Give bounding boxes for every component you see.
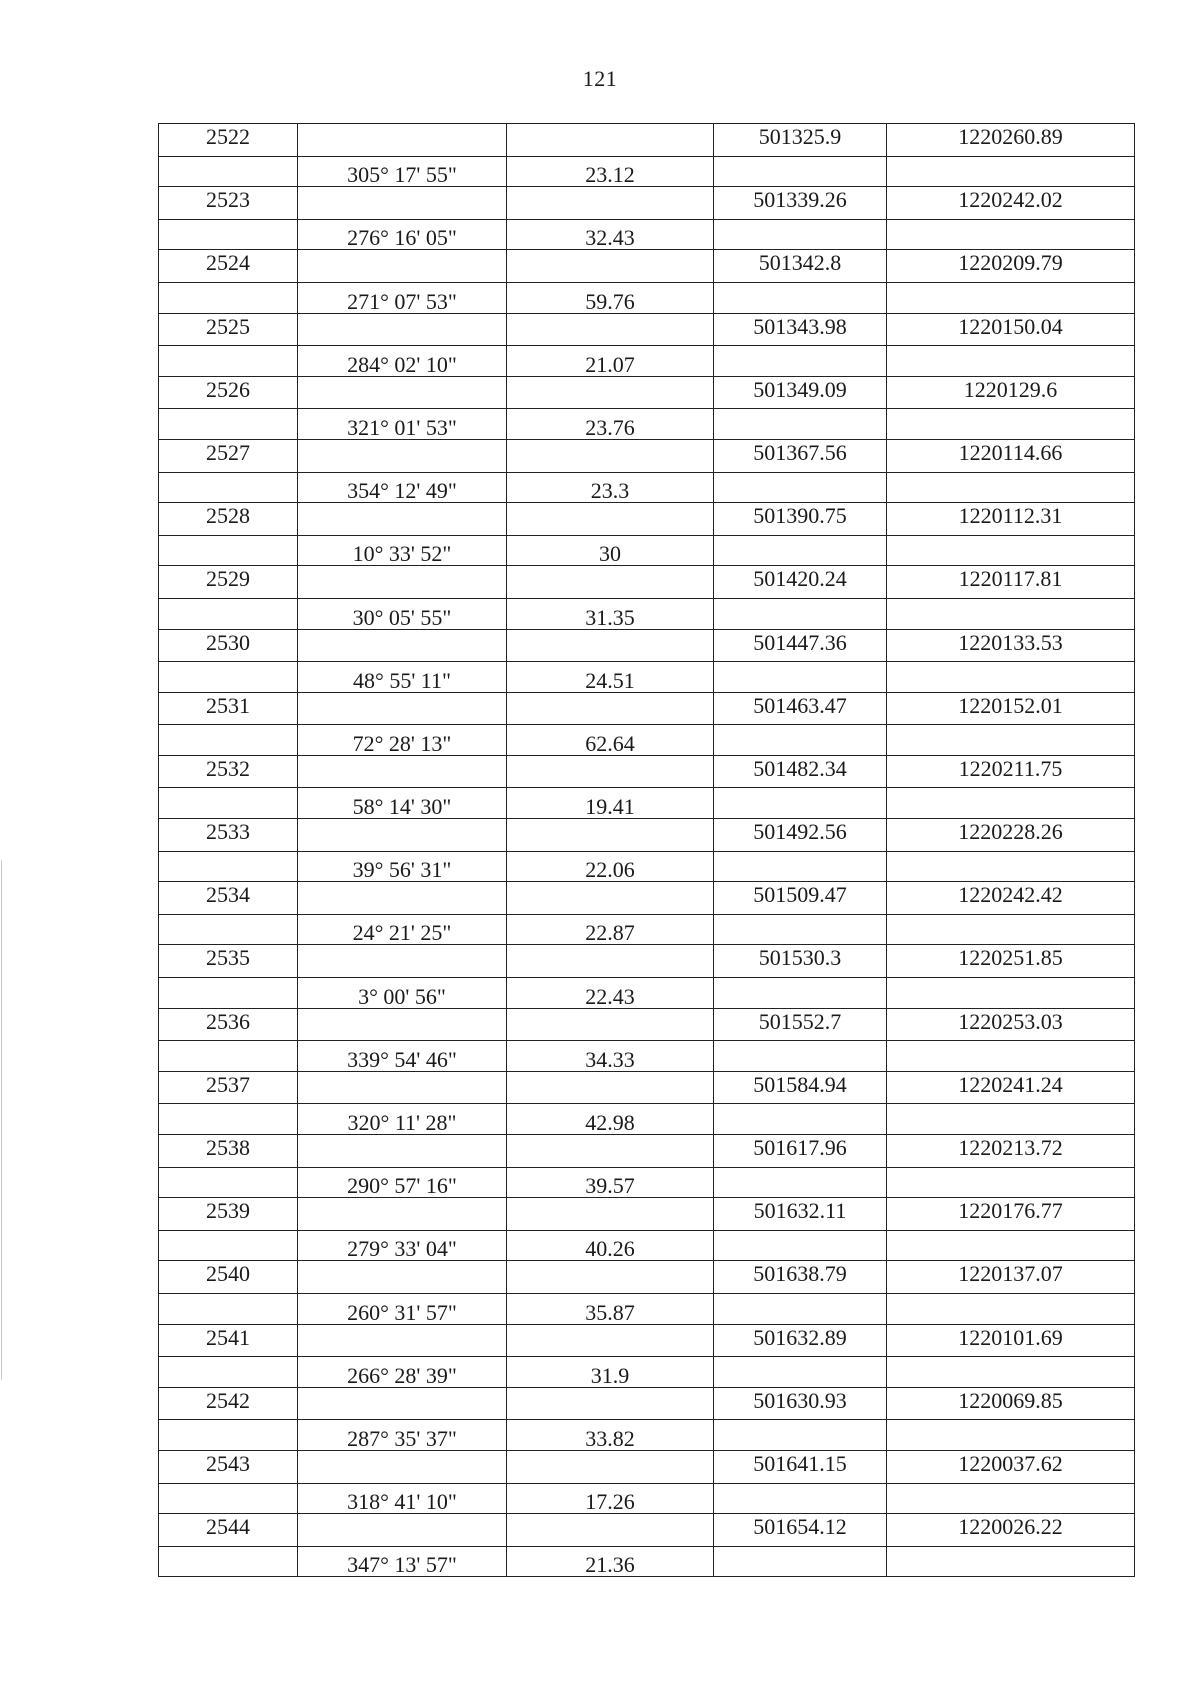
- segment-row: [159, 282, 1135, 313]
- empty-x-cell: [714, 914, 887, 945]
- empty-y-cell: [887, 1041, 1135, 1072]
- x-coordinate-cell: 501641.15: [714, 1450, 887, 1483]
- point-row: [159, 1450, 1135, 1483]
- empty-bearing-cell: [298, 187, 507, 220]
- empty-distance-cell: [507, 566, 714, 599]
- segment-row: [159, 598, 1135, 629]
- empty-y-cell: [887, 1546, 1135, 1577]
- y-coordinate-cell: 1220253.03: [887, 1008, 1135, 1041]
- empty-distance-cell: [507, 1135, 714, 1168]
- empty-x-cell: [714, 346, 887, 377]
- distance-cell: 59.76: [507, 282, 714, 313]
- x-coordinate-cell: 501630.93: [714, 1387, 887, 1420]
- y-coordinate-cell: 1220114.66: [887, 439, 1135, 472]
- segment-row: [159, 1104, 1135, 1135]
- point-row: [159, 503, 1135, 536]
- x-coordinate-cell: 501339.26: [714, 187, 887, 220]
- empty-bearing-cell: [298, 313, 507, 346]
- x-coordinate-cell: 501654.12: [714, 1514, 887, 1547]
- y-coordinate-cell: 1220242.02: [887, 187, 1135, 220]
- empty-y-cell: [887, 346, 1135, 377]
- segment-row: [159, 1546, 1135, 1577]
- empty-x-cell: [714, 1483, 887, 1514]
- segment-row: [159, 914, 1135, 945]
- empty-bearing-cell: [298, 376, 507, 409]
- empty-distance-cell: [507, 1450, 714, 1483]
- empty-x-cell: [714, 282, 887, 313]
- empty-distance-cell: [507, 1261, 714, 1294]
- point-id-cell: 2523: [159, 187, 298, 220]
- x-coordinate-cell: 501325.9: [714, 124, 887, 157]
- distance-cell: 30: [507, 535, 714, 566]
- empty-bearing-cell: [298, 1387, 507, 1420]
- empty-point-cell: [159, 1104, 298, 1135]
- empty-point-cell: [159, 1483, 298, 1514]
- x-coordinate-cell: 501447.36: [714, 629, 887, 662]
- bearing-cell: 290° 57' 16": [298, 1167, 507, 1198]
- y-coordinate-cell: 1220228.26: [887, 819, 1135, 852]
- survey-table-body: [159, 124, 1135, 1577]
- empty-bearing-cell: [298, 566, 507, 599]
- point-row: [159, 250, 1135, 283]
- x-coordinate-cell: 501530.3: [714, 945, 887, 978]
- y-coordinate-cell: 1220211.75: [887, 755, 1135, 788]
- empty-y-cell: [887, 219, 1135, 250]
- point-row: [159, 376, 1135, 409]
- empty-y-cell: [887, 725, 1135, 756]
- empty-x-cell: [714, 788, 887, 819]
- point-id-cell: 2540: [159, 1261, 298, 1294]
- empty-x-cell: [714, 409, 887, 440]
- empty-distance-cell: [507, 1198, 714, 1231]
- empty-point-cell: [159, 472, 298, 503]
- x-coordinate-cell: 501552.7: [714, 1008, 887, 1041]
- bearing-cell: 48° 55' 11": [298, 662, 507, 693]
- empty-y-cell: [887, 598, 1135, 629]
- point-row: [159, 882, 1135, 915]
- empty-y-cell: [887, 472, 1135, 503]
- empty-x-cell: [714, 1420, 887, 1451]
- empty-bearing-cell: [298, 1450, 507, 1483]
- point-id-cell: 2534: [159, 882, 298, 915]
- scan-margin-line: [1, 860, 2, 1380]
- point-row: [159, 692, 1135, 725]
- x-coordinate-cell: 501638.79: [714, 1261, 887, 1294]
- survey-coordinates-table: [158, 123, 1135, 1577]
- empty-distance-cell: [507, 692, 714, 725]
- point-row: [159, 1071, 1135, 1104]
- empty-y-cell: [887, 1104, 1135, 1135]
- distance-cell: 40.26: [507, 1230, 714, 1261]
- empty-y-cell: [887, 1420, 1135, 1451]
- x-coordinate-cell: 501509.47: [714, 882, 887, 915]
- y-coordinate-cell: 1220112.31: [887, 503, 1135, 536]
- empty-point-cell: [159, 978, 298, 1009]
- segment-row: [159, 1167, 1135, 1198]
- segment-row: [159, 1357, 1135, 1388]
- empty-y-cell: [887, 662, 1135, 693]
- bearing-cell: 3° 00' 56": [298, 978, 507, 1009]
- segment-row: [159, 472, 1135, 503]
- empty-point-cell: [159, 851, 298, 882]
- y-coordinate-cell: 1220037.62: [887, 1450, 1135, 1483]
- y-coordinate-cell: 1220209.79: [887, 250, 1135, 283]
- empty-distance-cell: [507, 755, 714, 788]
- distance-cell: 23.12: [507, 156, 714, 187]
- y-coordinate-cell: 1220242.42: [887, 882, 1135, 915]
- empty-bearing-cell: [298, 629, 507, 662]
- point-id-cell: 2538: [159, 1135, 298, 1168]
- point-id-cell: 2528: [159, 503, 298, 536]
- empty-bearing-cell: [298, 1514, 507, 1547]
- empty-bearing-cell: [298, 819, 507, 852]
- segment-row: [159, 725, 1135, 756]
- y-coordinate-cell: 1220101.69: [887, 1324, 1135, 1357]
- distance-cell: 31.35: [507, 598, 714, 629]
- segment-row: [159, 662, 1135, 693]
- distance-cell: 32.43: [507, 219, 714, 250]
- empty-bearing-cell: [298, 439, 507, 472]
- empty-bearing-cell: [298, 1071, 507, 1104]
- empty-point-cell: [159, 346, 298, 377]
- point-id-cell: 2522: [159, 124, 298, 157]
- x-coordinate-cell: 501342.8: [714, 250, 887, 283]
- y-coordinate-cell: 1220251.85: [887, 945, 1135, 978]
- bearing-cell: 279° 33' 04": [298, 1230, 507, 1261]
- empty-point-cell: [159, 156, 298, 187]
- empty-y-cell: [887, 282, 1135, 313]
- empty-distance-cell: [507, 1071, 714, 1104]
- distance-cell: 22.06: [507, 851, 714, 882]
- empty-point-cell: [159, 1293, 298, 1324]
- empty-distance-cell: [507, 313, 714, 346]
- y-coordinate-cell: 1220241.24: [887, 1071, 1135, 1104]
- segment-row: [159, 156, 1135, 187]
- empty-y-cell: [887, 535, 1135, 566]
- point-id-cell: 2532: [159, 755, 298, 788]
- point-id-cell: 2537: [159, 1071, 298, 1104]
- x-coordinate-cell: 501584.94: [714, 1071, 887, 1104]
- point-id-cell: 2533: [159, 819, 298, 852]
- empty-x-cell: [714, 851, 887, 882]
- empty-point-cell: [159, 1546, 298, 1577]
- empty-point-cell: [159, 1041, 298, 1072]
- point-id-cell: 2543: [159, 1450, 298, 1483]
- empty-y-cell: [887, 1230, 1135, 1261]
- empty-point-cell: [159, 1420, 298, 1451]
- empty-bearing-cell: [298, 124, 507, 157]
- empty-bearing-cell: [298, 945, 507, 978]
- bearing-cell: 321° 01' 53": [298, 409, 507, 440]
- bearing-cell: 10° 33' 52": [298, 535, 507, 566]
- empty-bearing-cell: [298, 250, 507, 283]
- empty-bearing-cell: [298, 1008, 507, 1041]
- empty-x-cell: [714, 1104, 887, 1135]
- empty-x-cell: [714, 598, 887, 629]
- empty-distance-cell: [507, 945, 714, 978]
- point-id-cell: 2542: [159, 1387, 298, 1420]
- segment-row: [159, 219, 1135, 250]
- y-coordinate-cell: 1220137.07: [887, 1261, 1135, 1294]
- empty-point-cell: [159, 662, 298, 693]
- empty-distance-cell: [507, 187, 714, 220]
- y-coordinate-cell: 1220133.53: [887, 629, 1135, 662]
- empty-y-cell: [887, 409, 1135, 440]
- point-id-cell: 2531: [159, 692, 298, 725]
- x-coordinate-cell: 501390.75: [714, 503, 887, 536]
- x-coordinate-cell: 501632.89: [714, 1324, 887, 1357]
- point-row: [159, 439, 1135, 472]
- segment-row: [159, 978, 1135, 1009]
- segment-row: [159, 788, 1135, 819]
- bearing-cell: 320° 11' 28": [298, 1104, 507, 1135]
- distance-cell: 24.51: [507, 662, 714, 693]
- empty-x-cell: [714, 978, 887, 1009]
- empty-distance-cell: [507, 1324, 714, 1357]
- segment-row: [159, 1041, 1135, 1072]
- empty-point-cell: [159, 725, 298, 756]
- distance-cell: 22.87: [507, 914, 714, 945]
- point-row: [159, 1514, 1135, 1547]
- bearing-cell: 72° 28' 13": [298, 725, 507, 756]
- empty-x-cell: [714, 1230, 887, 1261]
- empty-y-cell: [887, 851, 1135, 882]
- segment-row: [159, 409, 1135, 440]
- empty-bearing-cell: [298, 692, 507, 725]
- empty-distance-cell: [507, 250, 714, 283]
- empty-bearing-cell: [298, 1198, 507, 1231]
- distance-cell: 31.9: [507, 1357, 714, 1388]
- bearing-cell: 287° 35' 37": [298, 1420, 507, 1451]
- empty-y-cell: [887, 914, 1135, 945]
- segment-row: [159, 1420, 1135, 1451]
- point-id-cell: 2539: [159, 1198, 298, 1231]
- distance-cell: 17.26: [507, 1483, 714, 1514]
- distance-cell: 62.64: [507, 725, 714, 756]
- x-coordinate-cell: 501343.98: [714, 313, 887, 346]
- empty-point-cell: [159, 1167, 298, 1198]
- empty-y-cell: [887, 1357, 1135, 1388]
- point-row: [159, 124, 1135, 157]
- point-row: [159, 945, 1135, 978]
- empty-bearing-cell: [298, 755, 507, 788]
- bearing-cell: 260° 31' 57": [298, 1293, 507, 1324]
- page-number: 121: [582, 66, 618, 91]
- bearing-cell: 24° 21' 25": [298, 914, 507, 945]
- point-row: [159, 1261, 1135, 1294]
- segment-row: [159, 1293, 1135, 1324]
- distance-cell: 39.57: [507, 1167, 714, 1198]
- segment-row: [159, 346, 1135, 377]
- point-id-cell: 2544: [159, 1514, 298, 1547]
- y-coordinate-cell: 1220152.01: [887, 692, 1135, 725]
- empty-distance-cell: [507, 124, 714, 157]
- distance-cell: 19.41: [507, 788, 714, 819]
- empty-distance-cell: [507, 439, 714, 472]
- empty-x-cell: [714, 219, 887, 250]
- x-coordinate-cell: 501632.11: [714, 1198, 887, 1231]
- point-id-cell: 2526: [159, 376, 298, 409]
- empty-bearing-cell: [298, 1324, 507, 1357]
- bearing-cell: 276° 16' 05": [298, 219, 507, 250]
- empty-distance-cell: [507, 629, 714, 662]
- empty-distance-cell: [507, 882, 714, 915]
- point-id-cell: 2529: [159, 566, 298, 599]
- empty-bearing-cell: [298, 1261, 507, 1294]
- bearing-cell: 347° 13' 57": [298, 1546, 507, 1577]
- empty-point-cell: [159, 914, 298, 945]
- empty-distance-cell: [507, 1387, 714, 1420]
- empty-y-cell: [887, 156, 1135, 187]
- point-row: [159, 187, 1135, 220]
- empty-distance-cell: [507, 503, 714, 536]
- empty-x-cell: [714, 662, 887, 693]
- x-coordinate-cell: 501420.24: [714, 566, 887, 599]
- bearing-cell: 318° 41' 10": [298, 1483, 507, 1514]
- point-row: [159, 1324, 1135, 1357]
- distance-cell: 42.98: [507, 1104, 714, 1135]
- bearing-cell: 271° 07' 53": [298, 282, 507, 313]
- distance-cell: 34.33: [507, 1041, 714, 1072]
- empty-x-cell: [714, 535, 887, 566]
- empty-point-cell: [159, 788, 298, 819]
- empty-bearing-cell: [298, 882, 507, 915]
- bearing-cell: 39° 56' 31": [298, 851, 507, 882]
- empty-point-cell: [159, 282, 298, 313]
- empty-x-cell: [714, 1293, 887, 1324]
- empty-distance-cell: [507, 1008, 714, 1041]
- point-row: [159, 566, 1135, 599]
- empty-x-cell: [714, 1041, 887, 1072]
- bearing-cell: 339° 54' 46": [298, 1041, 507, 1072]
- empty-x-cell: [714, 1357, 887, 1388]
- empty-x-cell: [714, 156, 887, 187]
- bearing-cell: 266° 28' 39": [298, 1357, 507, 1388]
- point-row: [159, 629, 1135, 662]
- x-coordinate-cell: 501617.96: [714, 1135, 887, 1168]
- empty-bearing-cell: [298, 1135, 507, 1168]
- segment-row: [159, 1483, 1135, 1514]
- point-id-cell: 2527: [159, 439, 298, 472]
- y-coordinate-cell: 1220117.81: [887, 566, 1135, 599]
- empty-point-cell: [159, 598, 298, 629]
- y-coordinate-cell: 1220026.22: [887, 1514, 1135, 1547]
- distance-cell: 35.87: [507, 1293, 714, 1324]
- empty-y-cell: [887, 1483, 1135, 1514]
- empty-bearing-cell: [298, 503, 507, 536]
- distance-cell: 23.76: [507, 409, 714, 440]
- point-id-cell: 2524: [159, 250, 298, 283]
- y-coordinate-cell: 1220260.89: [887, 124, 1135, 157]
- point-row: [159, 819, 1135, 852]
- empty-point-cell: [159, 219, 298, 250]
- empty-distance-cell: [507, 1514, 714, 1547]
- empty-x-cell: [714, 1546, 887, 1577]
- empty-y-cell: [887, 788, 1135, 819]
- point-id-cell: 2541: [159, 1324, 298, 1357]
- y-coordinate-cell: 1220150.04: [887, 313, 1135, 346]
- y-coordinate-cell: 1220176.77: [887, 1198, 1135, 1231]
- empty-y-cell: [887, 1293, 1135, 1324]
- x-coordinate-cell: 501482.34: [714, 755, 887, 788]
- point-id-cell: 2535: [159, 945, 298, 978]
- empty-y-cell: [887, 978, 1135, 1009]
- x-coordinate-cell: 501367.56: [714, 439, 887, 472]
- y-coordinate-cell: 1220129.6: [887, 376, 1135, 409]
- x-coordinate-cell: 501349.09: [714, 376, 887, 409]
- point-id-cell: 2530: [159, 629, 298, 662]
- point-row: [159, 1008, 1135, 1041]
- point-row: [159, 1135, 1135, 1168]
- segment-row: [159, 535, 1135, 566]
- empty-point-cell: [159, 1230, 298, 1261]
- point-row: [159, 755, 1135, 788]
- empty-y-cell: [887, 1167, 1135, 1198]
- bearing-cell: 354° 12' 49": [298, 472, 507, 503]
- distance-cell: 23.3: [507, 472, 714, 503]
- bearing-cell: 305° 17' 55": [298, 156, 507, 187]
- distance-cell: 21.36: [507, 1546, 714, 1577]
- point-id-cell: 2525: [159, 313, 298, 346]
- y-coordinate-cell: 1220213.72: [887, 1135, 1135, 1168]
- point-row: [159, 1198, 1135, 1231]
- empty-point-cell: [159, 1357, 298, 1388]
- empty-x-cell: [714, 1167, 887, 1198]
- segment-row: [159, 1230, 1135, 1261]
- distance-cell: 21.07: [507, 346, 714, 377]
- empty-point-cell: [159, 535, 298, 566]
- bearing-cell: 30° 05' 55": [298, 598, 507, 629]
- empty-distance-cell: [507, 819, 714, 852]
- empty-distance-cell: [507, 376, 714, 409]
- bearing-cell: 284° 02' 10": [298, 346, 507, 377]
- point-row: [159, 1387, 1135, 1420]
- empty-x-cell: [714, 725, 887, 756]
- point-id-cell: 2536: [159, 1008, 298, 1041]
- x-coordinate-cell: 501463.47: [714, 692, 887, 725]
- y-coordinate-cell: 1220069.85: [887, 1387, 1135, 1420]
- distance-cell: 22.43: [507, 978, 714, 1009]
- bearing-cell: 58° 14' 30": [298, 788, 507, 819]
- segment-row: [159, 851, 1135, 882]
- point-row: [159, 313, 1135, 346]
- x-coordinate-cell: 501492.56: [714, 819, 887, 852]
- empty-x-cell: [714, 472, 887, 503]
- distance-cell: 33.82: [507, 1420, 714, 1451]
- empty-point-cell: [159, 409, 298, 440]
